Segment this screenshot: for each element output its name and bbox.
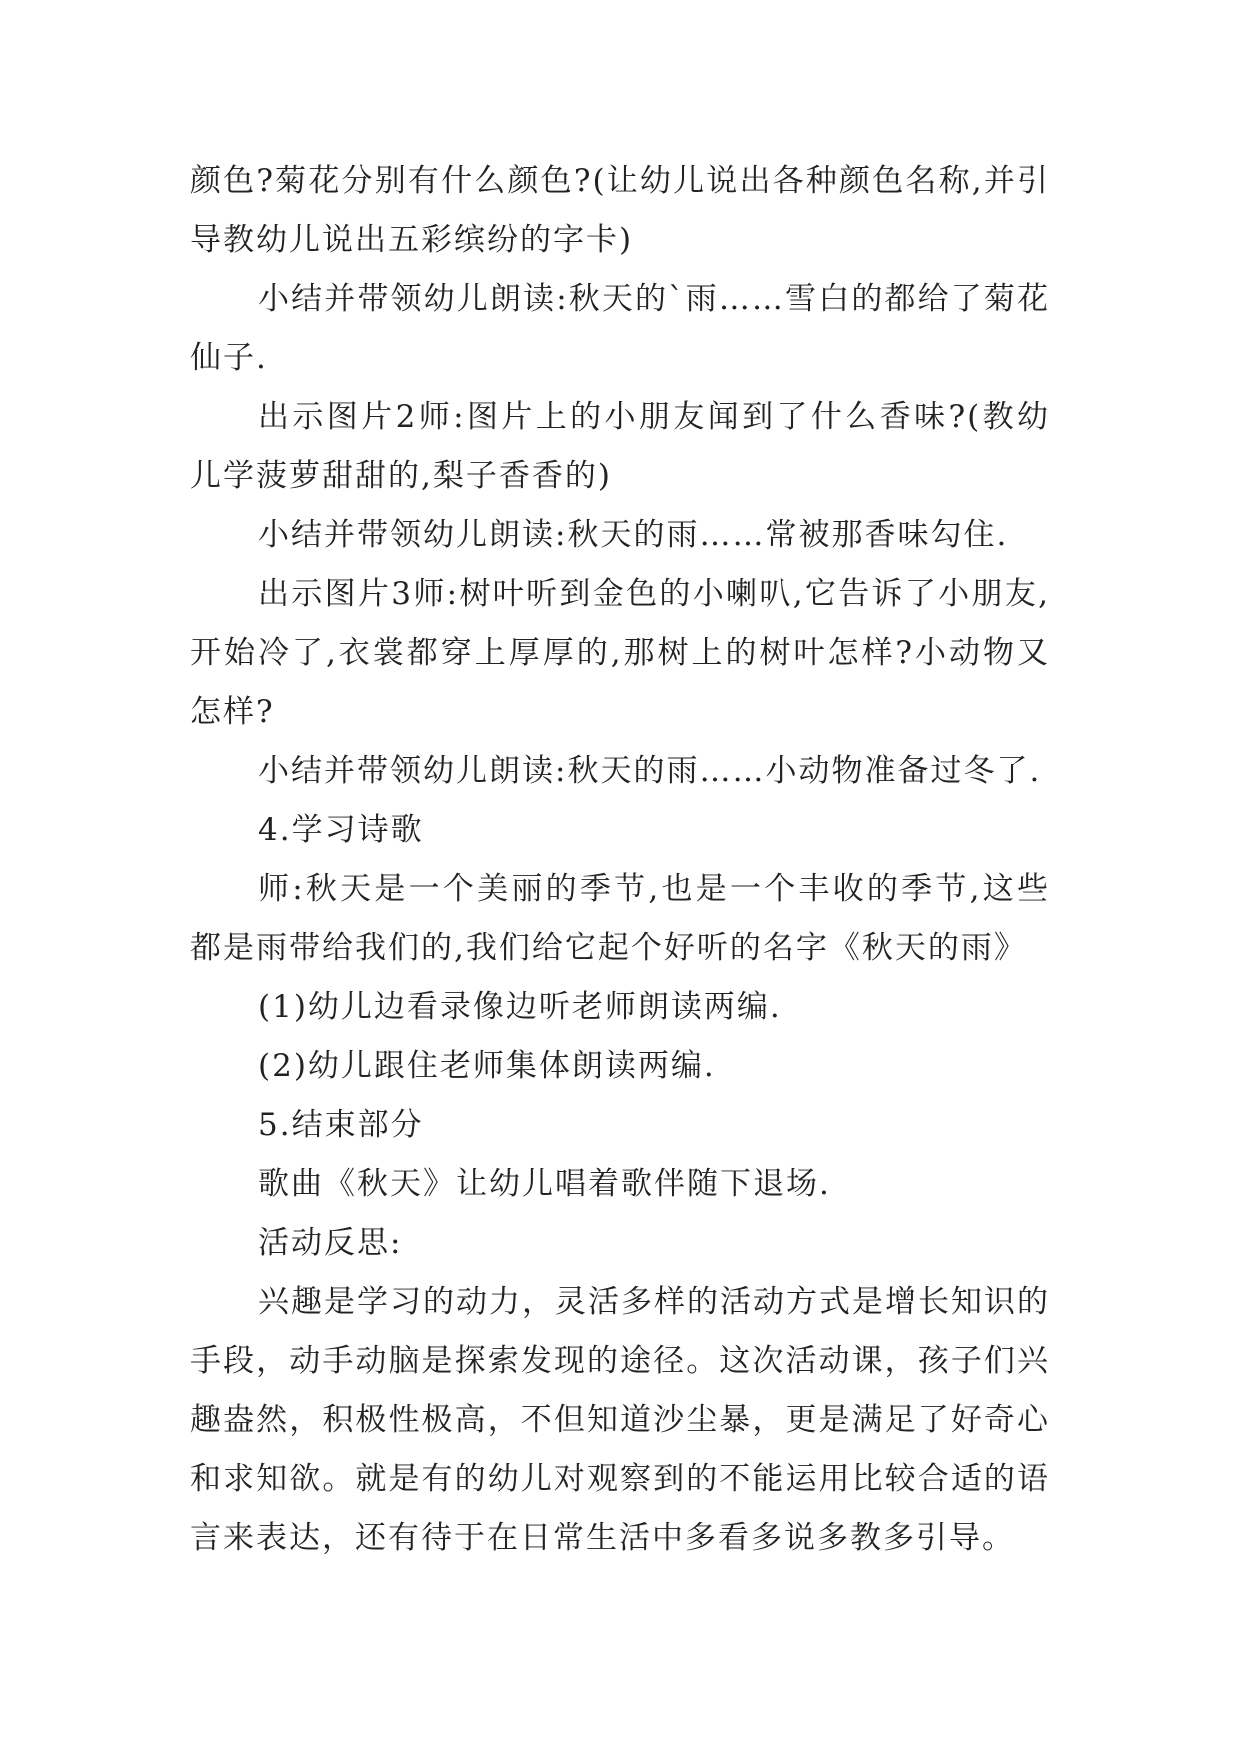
paragraph-colors-question: 颜色?菊花分别有什么颜色?(让幼儿说出各种颜色名称,并引导教幼儿说出五彩缤纷的字卡) <box>190 163 1050 258</box>
paragraph-song: 歌曲《秋天》让幼儿唱着歌伴随下退场. <box>258 1166 831 1202</box>
paragraph-reflection: 兴趣是学习的动力，灵活多样的活动方式是增长知识的手段，动手动脑是探索发现的途径。这次活动课，孩子们兴趣盎然，积极性极高，不但知道沙尘暴，更是满足了好奇心和求知欲。就是有的幼儿对观察到的不能运用比较合适的语言来表达，还有待于在日常生活中多看多说多教多引导。 <box>190 1284 1050 1556</box>
paragraph-picture-3: 出示图片3师:树叶听到金色的小喇叭,它告诉了小朋友,开始冷了,衣裳都穿上厚厚的,那树上的树叶怎样?小动物又怎样? <box>190 576 1050 730</box>
list-item-2: (2)幼儿跟住老师集体朗读两编. <box>258 1048 716 1084</box>
section-heading-learn-poem: 4.学习诗歌 <box>258 812 424 848</box>
list-item-1: (1)幼儿边看录像边听老师朗读两编. <box>258 989 782 1025</box>
section-heading-ending: 5.结束部分 <box>258 1107 424 1143</box>
document-body <box>190 152 1050 1568</box>
paragraph-summary-winter: 小结并带领幼儿朗读:秋天的雨……小动物准备过冬了. <box>258 753 1042 789</box>
paragraph-picture-2: 出示图片2师:图片上的小朋友闻到了什么香味?(教幼儿学菠萝甜甜的,梨子香香的) <box>190 399 1050 494</box>
paragraph-summary-chrysanthemum: 小结并带领幼儿朗读:秋天的`雨……雪白的都给了菊花仙子. <box>190 281 1050 376</box>
section-heading-reflection: 活动反思: <box>258 1225 403 1261</box>
paragraph-teacher-autumn: 师:秋天是一个美丽的季节,也是一个丰收的季节,这些都是雨带给我们的,我们给它起个好听的名字《秋天的雨》 <box>190 871 1050 966</box>
paragraph-summary-fragrance: 小结并带领幼儿朗读:秋天的雨……常被那香味勾住. <box>258 517 1009 553</box>
